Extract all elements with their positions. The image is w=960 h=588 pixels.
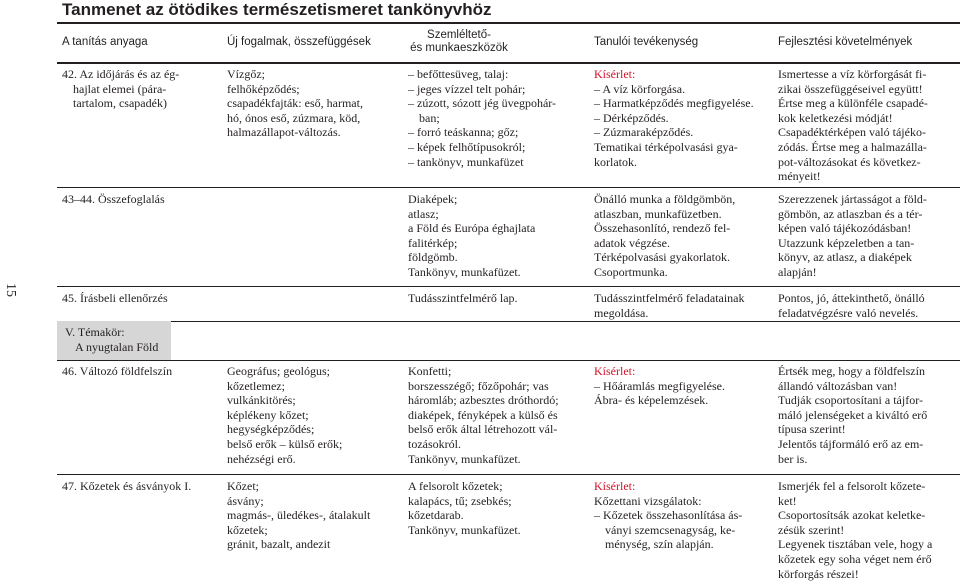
row45-tools: Tudásszintfelmérő lap. <box>408 291 518 305</box>
topic-title: A nyugtalan Föld <box>75 340 159 354</box>
row47-tools: A felsorolt kőzetek; kalapács, tű; zsebkés; kőzetdarab. Tankönyv, munkafüzet. <box>408 479 521 537</box>
row45-activity: Tudásszintfelmérő feladatainak megoldása. <box>594 291 745 320</box>
row42-activity: Kísérlet: – A víz körforgása. – Harmatképződés megfigyelése. – Dérképződés. – Zúzmaraképződés. Tematikai térképolvasási gya- korlatok. <box>594 67 754 169</box>
experiment-label: Kísérlet: <box>594 479 636 493</box>
experiment-label: Kísérlet: <box>594 364 636 378</box>
row42-topic: 42. Az időjárás és az ég- hajlat elemei (pára- tartalom, csapadék) <box>62 67 180 111</box>
row-divider <box>57 321 960 322</box>
row-divider <box>57 360 960 361</box>
row47-topic: 47. Kőzetek és ásványok I. <box>62 479 192 493</box>
row42-tools: – befőttesüveg, talaj: – jeges vízzel telt pohár; – zúzott, sózott jég üvegpohár- ban; – forró teáskanna; gőz; – képek felhőtípusokról; – tankönyv, munkafüzet <box>408 67 556 169</box>
row47-requirements: Ismerjék fel a felsorolt kőzete- ket! Csoportosítsák azokat keletke- zésük szerint! Legyenek tisztában vele, hogy a kőzetek egy soha véget nem érő körforgás részei! <box>778 479 933 581</box>
row43-requirements: Szerezzenek jártasságot a föld- gömbön, az atlaszban és a tér- képen való tájékozódásban! Utazzunk képzeletben a tan- könyv, az atlasz, a diaképek alapján! <box>778 192 927 279</box>
header-col-tools: Szemléltető- és munkaeszközök <box>410 29 508 54</box>
row46-requirements: Értsék meg, hogy a földfelszín állandó változásban van! Tudják csoportosítani a tájfor- máló jelenségeket a kiváltó erő típusa szerint! Jelentős tájformáló erő az em- ber is. <box>778 364 928 466</box>
topic-number: V. Témakör: <box>65 325 125 339</box>
page-title: Tanmenet az ötödikes természetismeret tankönyvhöz <box>62 0 492 19</box>
row43-activity: Önálló munka a földgömbön, atlaszban, munkafüzetben. Összehasonlító, rendező fel- adatok végzése. Térképolvasási gyakorlatok. Csoportmunka. <box>594 192 736 279</box>
row-divider <box>57 286 960 287</box>
row45-topic: 45. Írásbeli ellenőrzés <box>62 291 168 305</box>
row43-topic: 43–44. Összefoglalás <box>62 192 165 206</box>
row43-tools: Diaképek; atlasz; a Föld és Európa éghajlata falitérkép; földgömb. Tankönyv, munkafüzet. <box>408 192 536 279</box>
row45-requirements: Pontos, jó, áttekinthető, önálló feladatvégzésre való nevelés. <box>778 291 925 320</box>
row46-concepts: Geográfus; geológus; kőzetlemez; vulkánkitörés; képlékeny kőzet; hegységképződés; belső erők – külső erők; nehézségi erő. <box>227 364 343 466</box>
row46-tools: Konfetti; borszesszégő; főzőpohár; vas háromláb; azbesztes dróthordó; diaképek, fényképek a külső és belső erők által létrehozott vál- tozásokról. Tankönyv, munkafüzet. <box>408 364 559 466</box>
experiment-label: Kísérlet: <box>594 67 636 81</box>
row46-topic: 46. Változó földfelszín <box>62 364 173 378</box>
row-divider <box>57 474 960 475</box>
row47-concepts: Kőzet; ásvány; magmás-, üledékes-, átalakult kőzetek; gránit, bazalt, andezit <box>227 479 371 552</box>
row42-requirements: Ismertesse a víz körforgását fi- zikai összefüggéseivel együtt! Értse meg a különféle csapadé- kok keletkezési módját! Csapadéktérképen való tájéko- zódás. Értse meg a halmazálla- pot-változásokat és következ- ményeit! <box>778 67 928 184</box>
row-divider <box>57 187 960 188</box>
row42-concepts: Vízgőz; felhőképződés; csapadékfajták: eső, harmat, hó, ónos eső, zúzmara, köd, halmazállapot-változás. <box>227 67 363 140</box>
header-col-concepts: Új fogalmak, összefüggések <box>227 36 371 48</box>
row46-activity: Kísérlet: – Hőáramlás megfigyelése. Ábra- és képelemzések. <box>594 364 725 408</box>
header-col-activity: Tanulói tevékenység <box>594 36 699 48</box>
header-col-topic: A tanítás anyaga <box>62 36 148 48</box>
row47-activity: Kísérlet: Kőzettani vizsgálatok: – Kőzetek összehasonlítása ás- ványi szemcsenagyság, ke- ménység, szín alapján. <box>594 479 742 552</box>
topic-heading-box <box>57 321 171 360</box>
header-col-requirements: Fejlesztési követelmények <box>778 36 913 48</box>
header-bottom-rule <box>57 62 960 64</box>
